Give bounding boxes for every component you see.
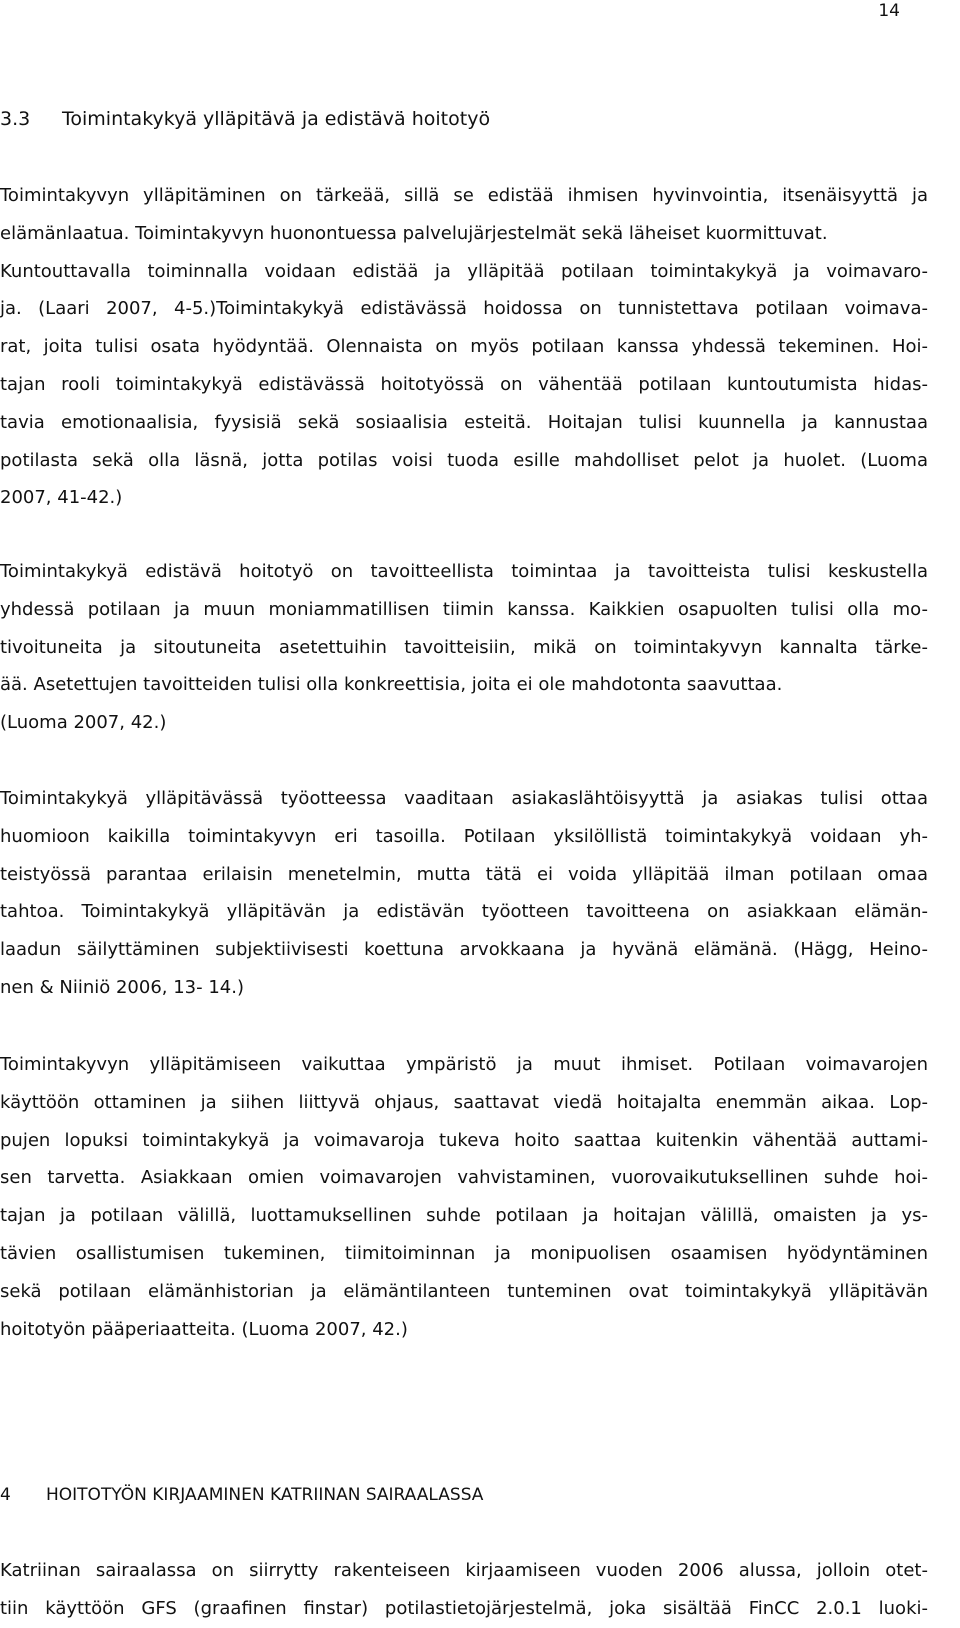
text-line: tavia emotionaalisia, fyysisiä sekä sosiaalisia esteitä. Hoitajan tulisi kuunnella ja kannustaa (0, 411, 928, 433)
paragraph-3 (0, 780, 928, 1007)
text-line: pujen lopuksi toimintakykyä ja voimavaroja tukeva hoito saattaa kuitenkin vähentää auttami- (0, 1129, 928, 1151)
text-line: yhdessä potilaan ja muun moniammatillisen tiimin kanssa. Kaikkien osapuolten tulisi olla mo- (0, 598, 928, 620)
text-line: tajan rooli toimintakykyä edistävässä hoitotyössä on vähentää potilaan kuntoutumista hidas- (0, 373, 928, 395)
text-line: rat, joita tulisi osata hyödyntää. Olennaista on myös potilaan kanssa yhdessä tekeminen. Hoi- (0, 336, 928, 358)
section-heading-4 (0, 1483, 483, 1507)
text-line: hoitotyön pääperiaatteita. (Luoma 2007, 42.) (0, 1318, 408, 1340)
text-line: sekä potilaan elämänhistorian ja elämäntilanteen tunteminen ovat toimintakykyä ylläpitävän (0, 1280, 928, 1302)
text-line: tävien osallistumisen tukeminen, tiimitoiminnan ja monipuolisen osaamisen hyödyntäminen (0, 1242, 928, 1264)
text-line: Toimintakykyä edistävä hoitotyö on tavoitteellista toimintaa ja tavoitteista tulisi keskustella (0, 561, 928, 582)
text-line: ää. Asetettujen tavoitteiden tulisi olla konkreettisia, joita ei ole mahdotonta saavuttaa. (0, 674, 783, 696)
text-line: tahtoa. Toimintakykyä ylläpitävän ja edistävän työotteen tavoitteena on asiakkaan elämän- (0, 901, 928, 923)
section-title: Toimintakykyä ylläpitävä ja edistävä hoitotyö (62, 108, 491, 130)
text-line: tajan ja potilaan välillä, luottamuksellinen suhde potilaan ja hoitajan välillä, omaisten ja ys- (0, 1205, 928, 1227)
text-line: potilasta sekä olla läsnä, jotta potilas voisi tuoda esille mahdolliset pelot ja huolet. (Luoma (0, 449, 928, 471)
text-line: Katriinan sairaalassa on siirrytty rakenteiseen kirjaamiseen vuoden 2006 alussa, jolloin otet- (0, 1560, 928, 1581)
text-line: huomioon kaikilla toimintakyvyn eri tasoilla. Potilaan yksilöllistä toimintakykyä voidaan yh- (0, 825, 928, 847)
paragraph-5 (0, 1552, 928, 1628)
text-line: tivoituneita ja sitoutuneita asetettuihin tavoitteisiin, mikä on toimintakyvyn kannalta tärke- (0, 636, 928, 658)
text-line: elämänlaatua. Toimintakyvyn huonontuessa palvelujärjestelmät sekä läheiset kuormittuvat. (0, 222, 828, 244)
text-line: teistyössä parantaa erilaisin menetelmin, mutta tätä ei voida ylläpitää ilman potilaan omaa (0, 863, 928, 885)
text-line: 2007, 41-42.) (0, 487, 123, 509)
text-line: Toimintakykyä ylläpitävässä työotteessa vaaditaan asiakaslähtöisyyttä ja asiakas tulisi ottaa (0, 788, 928, 809)
text-line: nen & Niiniö 2006, 13- 14.) (0, 976, 245, 998)
paragraph-4 (0, 1046, 928, 1348)
text-line: käyttöön ottaminen ja siihen liittyvä ohjaus, saattavat viedä hoitajalta enemmän aikaa. Lop- (0, 1091, 928, 1113)
paragraph-1 (0, 177, 928, 517)
text-line: ja. (Laari 2007, 4-5.)Toimintakykyä edistävässä hoidossa on tunnistettava potilaan voimava- (0, 298, 928, 320)
text-line: tiin käyttöön GFS (graafinen finstar) potilastietojärjestelmä, joka sisältää FinCC 2.0.1 luoki- (0, 1597, 928, 1619)
paragraph-2 (0, 553, 928, 742)
section-title: HOITOTYÖN KIRJAAMINEN KATRIINAN SAIRAALASSA (46, 1485, 484, 1505)
page-number: 14 (878, 1, 900, 21)
section-heading-3-3 (0, 107, 490, 131)
text-line: sen tarvetta. Asiakkaan omien voimavarojen vahvistaminen, vuorovaikutuksellinen suhde hoi- (0, 1167, 928, 1189)
text-line: Kuntouttavalla toiminnalla voidaan edistää ja ylläpitää potilaan toimintakykyä ja voimavaro- (0, 260, 928, 282)
section-number: 3.3 (0, 108, 31, 130)
text-line: laadun säilyttäminen subjektiivisesti koettuna arvokkaana ja hyvänä elämänä. (Hägg, Heino- (0, 939, 928, 961)
text-line: Toimintakyvyn ylläpitäminen on tärkeää, sillä se edistää ihmisen hyvinvointia, itsenäisyyttä ja (0, 185, 928, 206)
section-number: 4 (0, 1485, 11, 1505)
text-line: Toimintakyvyn ylläpitämiseen vaikuttaa ympäristö ja muut ihmiset. Potilaan voimavarojen (0, 1054, 928, 1075)
text-line: (Luoma 2007, 42.) (0, 712, 167, 734)
